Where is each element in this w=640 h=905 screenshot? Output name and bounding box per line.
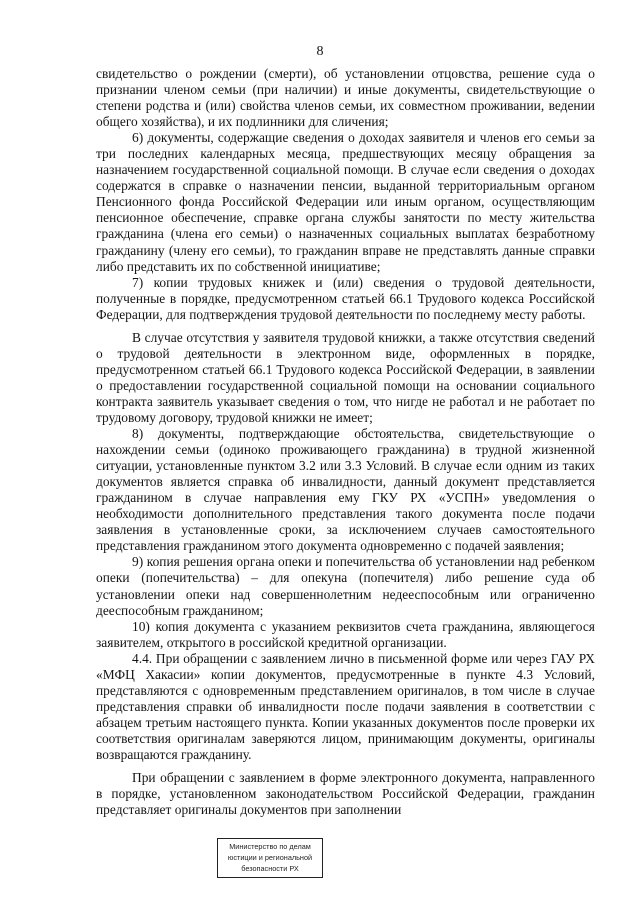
page-number: 8	[316, 44, 324, 59]
paragraph-no-workbook: В случае отсутствия у заявителя трудовой книжки, а также отсутствия сведений о трудовой деятельности в электронном виде, оформленных в порядке, предусмотренном статьей 66.1 Трудового кодекса Российской Федерации, в заявлении о предоставлении государственной социальной помощи на основании социального контракта заявитель указывает сведения о том, что нигде не работал и не работает по трудовому договору, трудовой книжки не имеет;	[96, 329, 595, 425]
paragraph-item-10: 10) копия документа с указанием реквизитов счета гражданина, являющегося заявителем, открытого в российской кредитной организации.	[96, 618, 595, 650]
stamp-line-1: Министерство по делам	[229, 842, 311, 851]
stamp-line-3: безопасности РХ	[241, 864, 299, 873]
paragraph-item-9: 9) копия решения органа опеки и попечительства об установлении над ребенком опеки (попечительства) – для опекуна (попечителя) либо решение суда об установлении опеки над совершеннолетним недееспособным или ограниченно дееспособным гражданином;	[96, 554, 595, 618]
document-body	[96, 66, 595, 818]
paragraph-4-4: 4.4. При обращении с заявлением лично в письменной форме или через ГАУ РХ «МФЦ Хакасии» копии документов, предусмотренные в пункте 4.3 Условий, представляются с одновременным представлением оригиналов, в том числе в случае представления справки об инвалидности после подачи заявления в соответствии с абзацем третьим настоящего пункта. Копии указанных документов после проверки их соответствия оригиналам заверяются лицом, принимающим документы, оригиналы возвращаются гражданину.	[96, 650, 595, 762]
paragraph-item-8: 8) документы, подтверждающие обстоятельства, свидетельствующие о нахождении семьи (одиноко проживающего гражданина) в трудной жизненной ситуации, установленные пунктом 3.2 или 3.3 Условий. В случае если одним из таких документов является справка об инвалидности, данный документ представляется гражданином в случае направления ему ГКУ РХ «УСПН» уведомления о необходимости дополнительного представления такого документа после подачи заявления в установленные сроки, за исключением случаев самостоятельного представления гражданином этого документа одновременно с подачей заявления;	[96, 426, 595, 554]
paragraph-item-7: 7) копии трудовых книжек и (или) сведения о трудовой деятельности, полученные в порядке, предусмотренном статьей 66.1 Трудового кодекса Российской Федерации, для подтверждения трудовой деятельности по последнему месту работы.	[96, 274, 595, 322]
paragraph-continuation: свидетельство о рождении (смерти), об установлении отцовства, решение суда о признании членом семьи (при наличии) и иные документы, свидетельствующие о степени родства и (или) свойства членов семьи, их совместном проживании, ведении общего хозяйства), и их подлинники для сличения;	[96, 66, 595, 130]
ministry-stamp	[217, 838, 323, 878]
paragraph-electronic: При обращении с заявлением в форме электронного документа, направленного в порядке, установленном законодательством Российской Федерации, гражданин представляет оригиналы документов при заполнении	[96, 770, 595, 818]
stamp-line-2: юстиции и региональной	[227, 853, 313, 862]
paragraph-item-6: 6) документы, содержащие сведения о доходах заявителя и членов его семьи за три последних календарных месяца, предшествующих месяцу обращения за назначением государственной социальной помощи. В случае если сведения о доходах содержатся в справке о назначении пенсии, выданной территориальным органом Пенсионного фонда Российской Федерации или иным органом, осуществляющим пенсионное обеспечение, справке органа службы занятости по месту жительства гражданина (члена его семьи) о назначенных социальных выплатах безработному гражданину (члену его семьи), то гражданин вправе не представлять данные справки либо представить их по собственной инициативе;	[96, 130, 595, 274]
